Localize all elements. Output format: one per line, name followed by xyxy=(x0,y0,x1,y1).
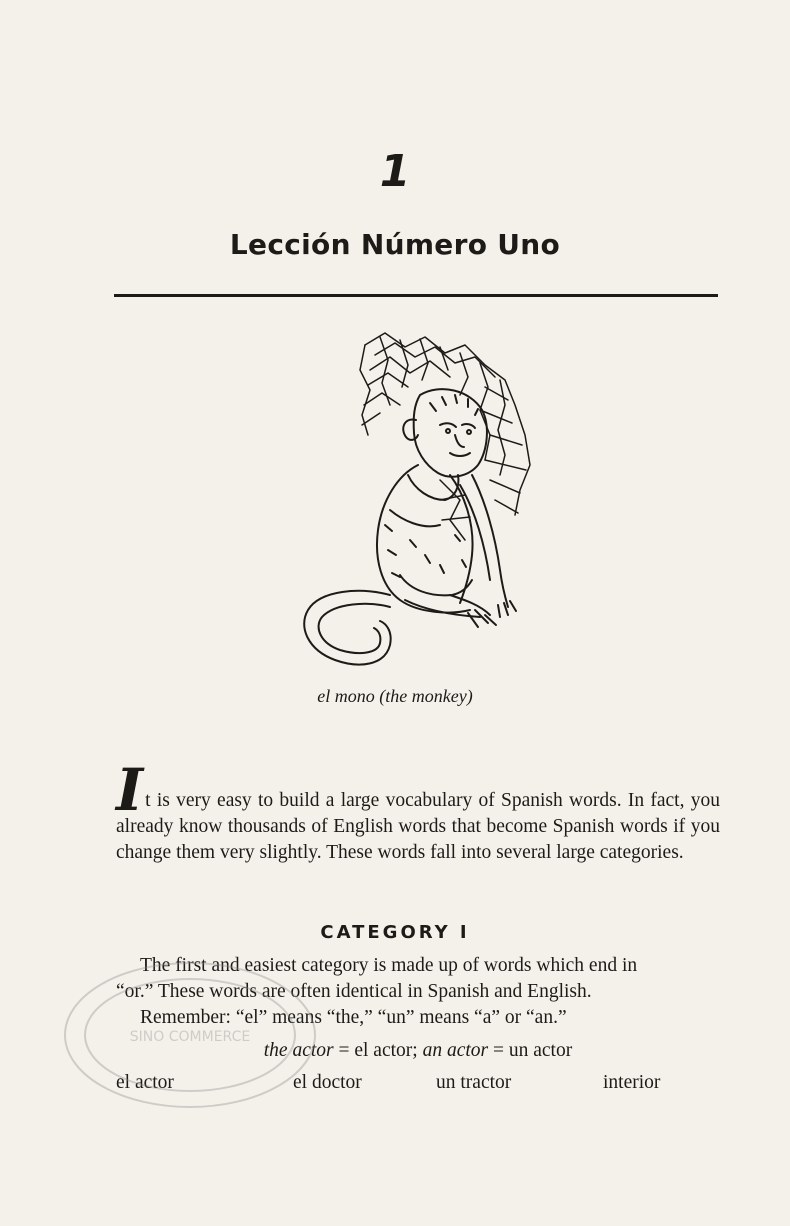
vocab-word: interior xyxy=(603,1072,661,1093)
example-en-2: an actor xyxy=(422,1040,489,1061)
paragraph-line: The first and easiest category is made up of words which end in xyxy=(140,955,638,976)
caption-english: the monkey xyxy=(385,686,467,706)
chapter-number: 1 xyxy=(379,146,411,197)
section-heading: CATEGORY I xyxy=(320,922,470,943)
watermark-stamp xyxy=(60,955,320,1115)
chapter-title: Lección Número Uno xyxy=(229,228,561,261)
paragraph-line: “or.” These words are often identical in Spanish and English. xyxy=(116,981,592,1002)
intro-paragraph xyxy=(116,756,720,866)
stamp-text: SINO COMMERCE xyxy=(129,1029,251,1045)
drop-cap: I xyxy=(116,756,144,824)
equals-sign: = xyxy=(338,1040,350,1061)
equals-sign: = xyxy=(493,1040,504,1061)
intro-text: t is very easy to build a large vocabulary of Spanish words. In fact, you already know thousands of English words that become Spanish words if you change them very slightly. These words fall into several large categories. xyxy=(116,790,720,863)
caption-spanish: el mono xyxy=(317,686,375,706)
paragraph-line: Remember: “el” means “the,” “un” means “a” or “an.” xyxy=(140,1007,567,1028)
vocab-word: el actor xyxy=(116,1072,174,1093)
illustration-caption: el mono (the monkey) xyxy=(317,686,473,706)
example-es-2: un actor xyxy=(508,1040,573,1061)
divider-rule xyxy=(114,294,718,297)
monkey-illustration xyxy=(290,325,540,677)
vocab-word: el doctor xyxy=(293,1072,362,1093)
vocab-word: un tractor xyxy=(436,1072,512,1093)
example-en-1: the actor xyxy=(263,1040,334,1061)
example-es-1: el actor; xyxy=(354,1040,418,1061)
